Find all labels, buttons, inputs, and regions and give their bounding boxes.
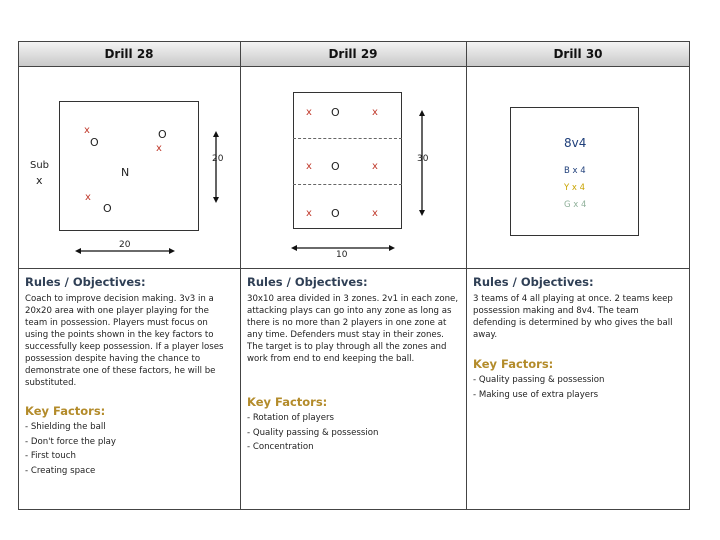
drill-30-key-factors-heading: Key Factors: bbox=[473, 357, 554, 371]
zone-divider bbox=[293, 138, 402, 139]
drill-29-rules-heading: Rules / Objectives: bbox=[247, 275, 368, 289]
column-divider bbox=[466, 41, 467, 510]
bottom-length-label: 10 bbox=[336, 250, 348, 260]
drill-30-title: Drill 30 bbox=[553, 47, 603, 61]
drill-30-rules-text: 3 teams of 4 all playing at once. 2 teams keep possession making and 8v4. The team defending is determined by who gives the ball away. bbox=[473, 294, 673, 340]
drill-29-rules-text: 30x10 area divided in 3 zones. 2v1 in each zone, attacking plays can go into any zone as long as there is no more than 2 players in one zone at any time. Defenders must stay in their zones. The target is to play through all the zones and work from end to end keeping the ball. bbox=[247, 294, 459, 364]
drill-29-title: Drill 29 bbox=[328, 47, 378, 61]
player-x: x bbox=[372, 208, 378, 219]
player-o: O bbox=[90, 136, 99, 149]
list-item: - Shielding the ball bbox=[25, 422, 106, 432]
list-item: - Quality passing & possession bbox=[247, 427, 379, 438]
list-item: - Rotation of players bbox=[247, 413, 335, 423]
zone-divider bbox=[293, 184, 402, 185]
side-length-label: 20 bbox=[212, 154, 224, 164]
player-x: x bbox=[84, 125, 90, 136]
list-item: - First touch bbox=[25, 451, 76, 461]
player-x: x bbox=[156, 143, 162, 154]
side-length-label: 30 bbox=[417, 154, 429, 164]
drill-28-rules-heading: Rules / Objectives: bbox=[25, 275, 146, 289]
drill-30-rules-heading: Rules / Objectives: bbox=[473, 275, 594, 289]
list-item: - Creating space bbox=[25, 465, 96, 476]
blue-team-label: B x 4 bbox=[564, 166, 586, 176]
sub-player: x bbox=[36, 174, 43, 187]
player-o: O bbox=[331, 106, 340, 119]
drill-28-key-factors-heading: Key Factors: bbox=[25, 404, 106, 418]
sub-label: Sub bbox=[30, 160, 50, 171]
player-x: x bbox=[85, 192, 91, 203]
player-x: x bbox=[306, 208, 312, 219]
green-team-label: G x 4 bbox=[564, 200, 587, 210]
list-item: - Making use of extra players bbox=[473, 389, 599, 400]
drill-30-key-factors-list bbox=[473, 373, 604, 402]
drill-28-title: Drill 28 bbox=[104, 47, 154, 61]
column-divider bbox=[240, 41, 241, 510]
player-x: x bbox=[372, 161, 378, 172]
player-o: O bbox=[103, 202, 112, 215]
player-x: x bbox=[372, 107, 378, 118]
vertical-arrow bbox=[212, 131, 222, 203]
bottom-length-label: 20 bbox=[119, 240, 131, 250]
player-o: O bbox=[331, 160, 340, 173]
player-x: x bbox=[306, 107, 312, 118]
team-ratio-label: 8v4 bbox=[564, 136, 587, 150]
player-o: O bbox=[331, 207, 340, 220]
drill-28-key-factors-list bbox=[25, 420, 116, 478]
player-x: x bbox=[306, 161, 312, 172]
yellow-team-label: Y x 4 bbox=[564, 183, 586, 193]
drill-28-rules-text: Coach to improve decision making. 3v3 in a 20x20 area with one player playing for the team in possession. Players must focus on using the points shown in the key factors to successfully keep possession. If a player loses possession despite having the chance to demonstrate one of these factors, he will be substituted. bbox=[25, 294, 224, 388]
drill-29-key-factors-list bbox=[247, 411, 378, 455]
list-item: - Quality passing & possession bbox=[473, 375, 605, 385]
drill-29-key-factors-heading: Key Factors: bbox=[247, 395, 328, 409]
list-item: - Concentration bbox=[247, 442, 314, 452]
list-item: - Don't force the play bbox=[25, 436, 117, 447]
row-divider bbox=[18, 268, 690, 269]
player-o: O bbox=[158, 128, 167, 141]
neutral-player: N bbox=[121, 166, 130, 179]
